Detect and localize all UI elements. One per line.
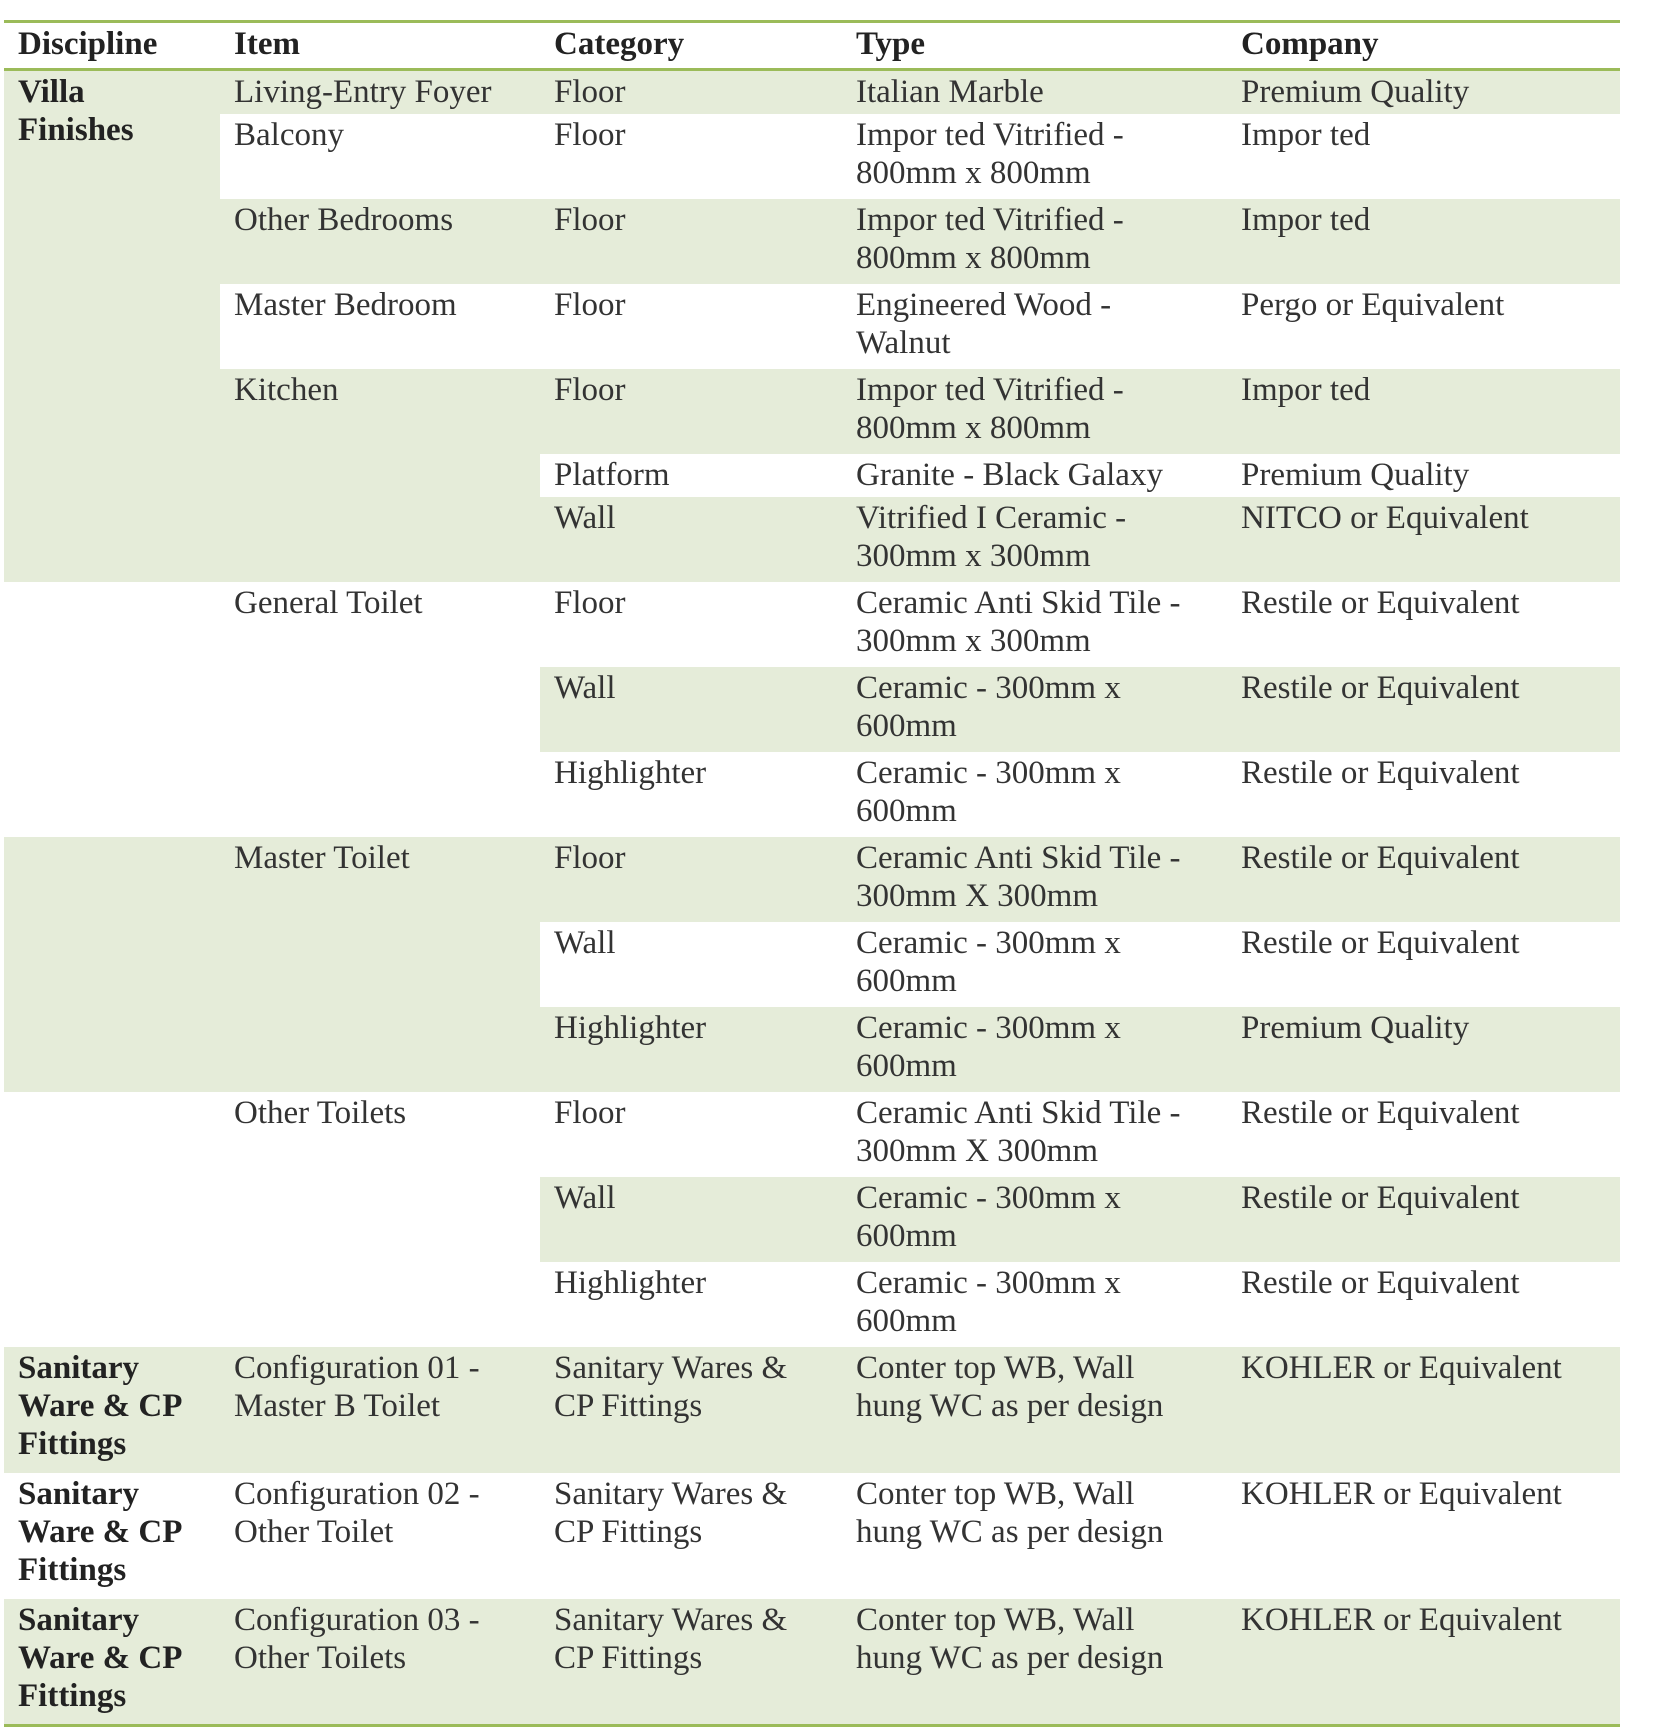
- category-cell: Sanitary Wares & CP Fittings: [540, 1347, 842, 1473]
- company-cell: Restile or Equivalent: [1241, 1095, 1520, 1131]
- company-cell: Impor ted: [1227, 199, 1620, 284]
- table-row: [4, 369, 1620, 454]
- company-cell: Restile or Equivalent: [1241, 1265, 1520, 1301]
- category-cell: Wall: [540, 667, 842, 752]
- company-cell: Restile or Equivalent: [1227, 837, 1620, 922]
- type-cell: Ceramic Anti Skid Tile - 300mm X 300mm: [842, 837, 1227, 922]
- discipline-cell: Villa Finishes: [4, 70, 220, 583]
- type-cell: Impor ted Vitrified - 800mm x 800mm: [856, 117, 1124, 191]
- company-cell: Restile or Equivalent: [1227, 1177, 1620, 1262]
- type-cell: Ceramic - 300mm x 600mm: [856, 925, 1121, 999]
- table-row: [4, 199, 1620, 284]
- type-cell: Ceramic Anti Skid Tile - 300mm x 300mm: [856, 585, 1181, 659]
- discipline-cell: [4, 1092, 220, 1347]
- discipline-cell: Sanitary Ware & CP Fittings: [4, 1599, 220, 1725]
- type-cell: Conter top WB, Wall hung WC as per design: [842, 1347, 1227, 1473]
- type-cell: Impor ted Vitrified - 800mm x 800mm: [842, 199, 1227, 284]
- company-cell: Restile or Equivalent: [1241, 755, 1520, 791]
- company-cell: KOHLER or Equivalent: [1227, 1347, 1620, 1473]
- item-cell: General Toilet: [234, 585, 423, 621]
- table-row: [4, 1473, 1620, 1599]
- company-cell: Premium Quality: [1227, 1007, 1620, 1092]
- category-cell: Sanitary Wares & CP Fittings: [554, 1476, 788, 1550]
- type-cell: Ceramic - 300mm x 600mm: [856, 755, 1121, 829]
- table-row: [4, 114, 1620, 199]
- company-cell: Premium Quality: [1227, 70, 1620, 115]
- header-item: Item: [220, 22, 540, 70]
- category-cell: Highlighter: [554, 755, 707, 791]
- company-cell: NITCO or Equivalent: [1227, 497, 1620, 582]
- type-cell: Ceramic Anti Skid Tile - 300mm X 300mm: [856, 1095, 1181, 1169]
- item-cell: Other Bedrooms: [220, 199, 540, 284]
- item-cell: Living-Entry Foyer: [220, 70, 540, 115]
- type-cell: Italian Marble: [842, 70, 1227, 115]
- item-cell: Configuration 01 - Master B Toilet: [220, 1347, 540, 1473]
- category-cell: Sanitary Wares & CP Fittings: [540, 1599, 842, 1725]
- item-cell: Master Toilet: [220, 837, 540, 1092]
- table-row: [4, 1599, 1620, 1725]
- company-cell: Impor ted: [1227, 369, 1620, 454]
- company-cell: Restile or Equivalent: [1241, 925, 1520, 961]
- discipline-cell: [4, 582, 220, 837]
- header-discipline: Discipline: [4, 22, 220, 70]
- company-cell: KOHLER or Equivalent: [1227, 1599, 1620, 1725]
- company-cell: Restile or Equivalent: [1241, 585, 1520, 621]
- type-cell: Ceramic - 300mm x 600mm: [856, 1265, 1121, 1339]
- company-cell: Impor ted: [1241, 117, 1371, 153]
- item-cell: Configuration 03 - Other Toilets: [220, 1599, 540, 1725]
- type-cell: Ceramic - 300mm x 600mm: [842, 667, 1227, 752]
- category-cell: Floor: [554, 117, 626, 153]
- category-cell: Wall: [554, 925, 616, 961]
- type-cell: Ceramic - 300mm x 600mm: [842, 1007, 1227, 1092]
- item-cell: Other Toilets: [234, 1095, 407, 1131]
- category-cell: Highlighter: [554, 1265, 707, 1301]
- discipline-cell: Sanitary Ware & CP Fittings: [18, 1476, 183, 1588]
- header-row: [4, 22, 1620, 70]
- header-category: Category: [540, 22, 842, 70]
- table-row: [4, 1347, 1620, 1473]
- category-cell: Wall: [540, 1177, 842, 1262]
- category-cell: Floor: [554, 1095, 626, 1131]
- discipline-cell: [4, 837, 220, 1092]
- table-row: [4, 70, 1620, 115]
- discipline-cell: Sanitary Ware & CP Fittings: [4, 1347, 220, 1473]
- company-cell: Premium Quality: [1241, 457, 1470, 493]
- type-cell: Granite - Black Galaxy: [856, 457, 1163, 493]
- category-cell: Wall: [540, 497, 842, 582]
- type-cell: Conter top WB, Wall hung WC as per design: [842, 1599, 1227, 1725]
- company-cell: Restile or Equivalent: [1227, 667, 1620, 752]
- type-cell: Conter top WB, Wall hung WC as per design: [856, 1476, 1164, 1550]
- category-cell: Platform: [554, 457, 670, 493]
- category-cell: Floor: [554, 287, 626, 323]
- header-company: Company: [1227, 22, 1620, 70]
- category-cell: Floor: [540, 837, 842, 922]
- header-type: Type: [842, 22, 1227, 70]
- company-cell: Pergo or Equivalent: [1241, 287, 1505, 323]
- specification-table: [4, 20, 1620, 1727]
- type-cell: Impor ted Vitrified - 800mm x 800mm: [842, 369, 1227, 454]
- company-cell: KOHLER or Equivalent: [1241, 1476, 1562, 1512]
- category-cell: Floor: [540, 199, 842, 284]
- item-cell: Kitchen: [220, 369, 540, 582]
- category-cell: Floor: [540, 70, 842, 115]
- table-row: [4, 837, 1620, 922]
- table-row: [4, 1092, 1620, 1177]
- item-cell: Configuration 02 - Other Toilet: [234, 1476, 480, 1550]
- type-cell: Engineered Wood - Walnut: [856, 287, 1112, 361]
- item-cell: Balcony: [234, 117, 344, 153]
- category-cell: Highlighter: [540, 1007, 842, 1092]
- category-cell: Floor: [554, 585, 626, 621]
- type-cell: Vitrified I Ceramic - 300mm x 300mm: [842, 497, 1227, 582]
- item-cell: Master Bedroom: [234, 287, 457, 323]
- table-row: [4, 284, 1620, 369]
- table-row: [4, 582, 1620, 667]
- category-cell: Floor: [540, 369, 842, 454]
- type-cell: Ceramic - 300mm x 600mm: [842, 1177, 1227, 1262]
